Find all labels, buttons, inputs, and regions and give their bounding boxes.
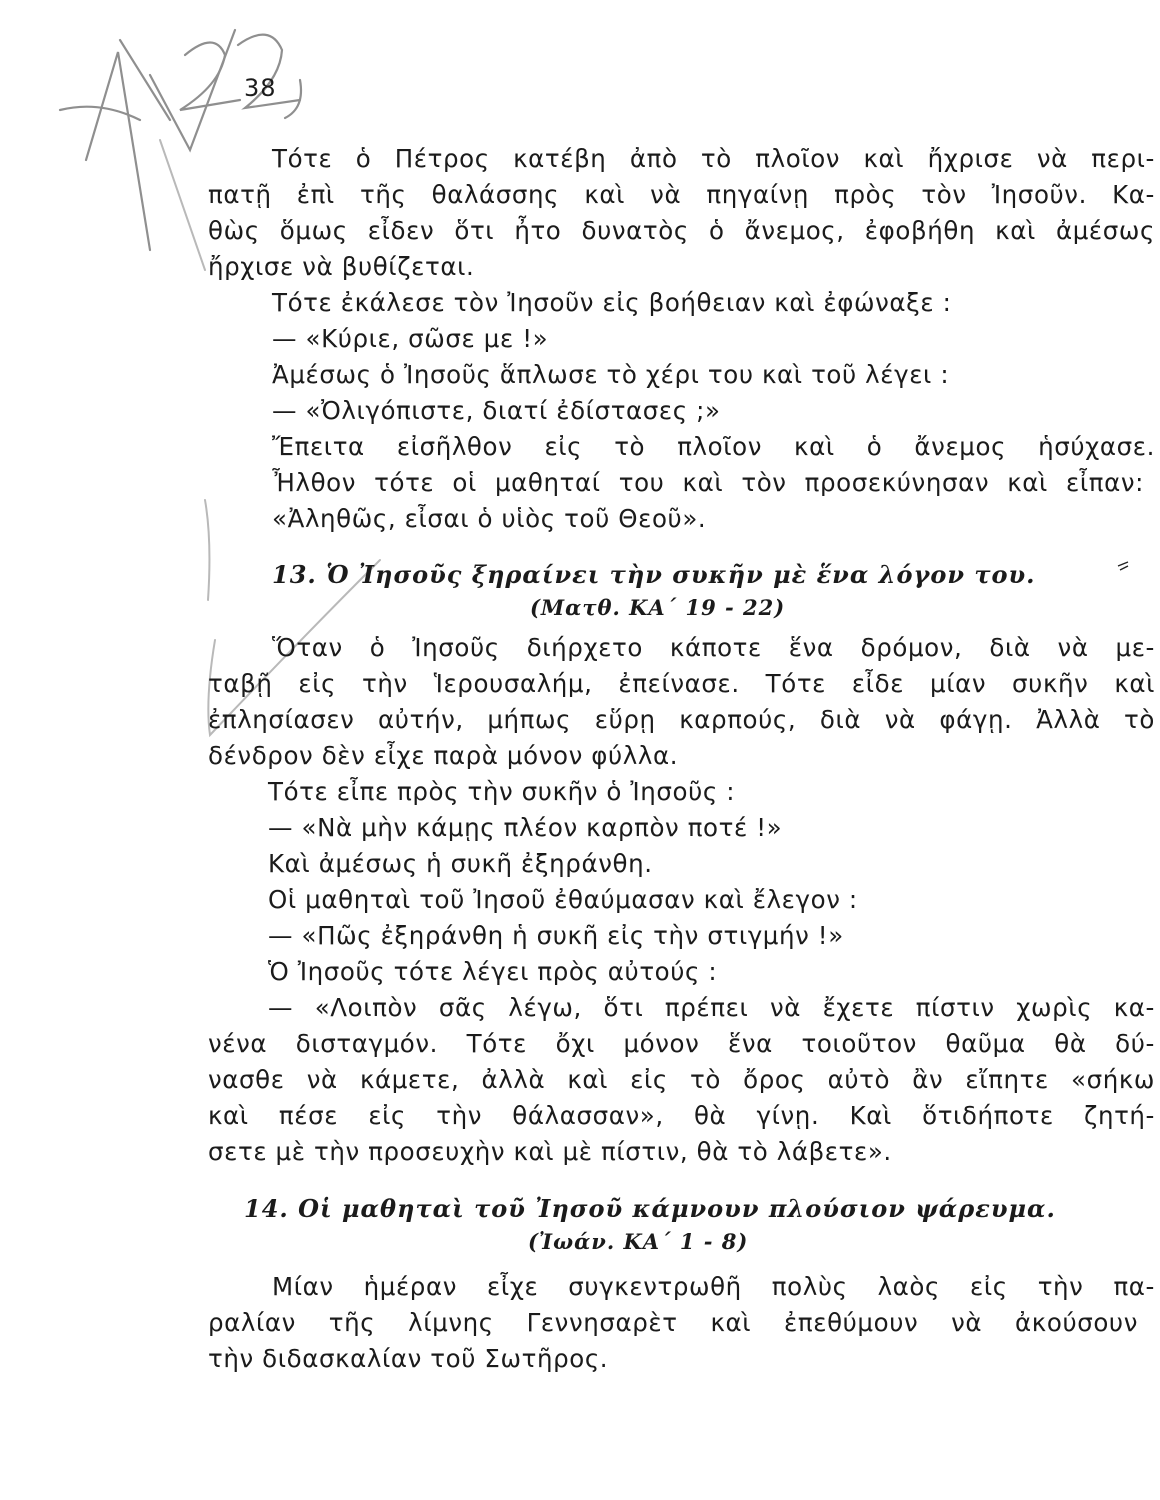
section-heading: 13. Ὁ Ἰησοῦς ξηραίνει τὴν συκῆν μὲ ἕνα λόγον του. (272, 560, 1036, 589)
pencil-stroke-5 (180, 43, 240, 111)
text-line: — «Νὰ μὴν κάμῃς πλέον καρπὸν ποτέ !» (268, 813, 783, 842)
text-line: νασθε νὰ κάμετε, ἀλλὰ καὶ εἰς τὸ ὄρος αὐτὸ ἂν εἴπητε «σήκω (208, 1065, 1155, 1094)
text-line: «Ἀληθῶς, εἶσαι ὁ υἱὸς τοῦ Θεοῦ». (272, 504, 707, 533)
text-line: — «Πῶς ἐξηράνθη ἡ συκῆ εἰς τὴν στιγμήν !» (268, 921, 844, 950)
text-line: Ἦλθον τότε οἱ μαθηταί του καὶ τὸν προσεκύνησαν καὶ εἶπαν: (272, 468, 1144, 497)
text-line: Τότε ἐκάλεσε τὸν Ἰησοῦν εἰς βοήθειαν καὶ ἐφώναξε : (272, 288, 952, 317)
text-line: — «Λοιπὸν σᾶς λέγω, ὅτι πρέπει νὰ ἔχετε πίστιν χωρὶς κα- (268, 993, 1155, 1022)
pencil-stroke-7 (285, 80, 301, 118)
text-line: Μίαν ἡμέραν εἶχε συγκεντρωθῆ πολὺς λαὸς εἰς τὴν πα- (272, 1272, 1155, 1301)
text-line: ραλίαν τῆς λίμνης Γεννησαρὲτ καὶ ἐπεθύμουν νὰ ἀκούσουν (208, 1308, 1138, 1337)
page-number: 38 (244, 74, 277, 102)
text-line: Οἱ μαθηταὶ τοῦ Ἰησοῦ ἐθαύμασαν καὶ ἔλεγον : (268, 885, 858, 914)
text-line: ἤρχισε νὰ βυθίζεται. (208, 252, 475, 281)
text-line: σετε μὲ τὴν προσευχὴν καὶ μὲ πίστιν, θὰ τὸ λάβετε». (208, 1137, 892, 1166)
text-line: Τότε ὁ Πέτρος κατέβη ἀπὸ τὸ πλοῖον καὶ ἤχρισε νὰ περι- (272, 144, 1155, 173)
text-line: ἐπλησίασεν αὐτήν, μήπως εὕρῃ καρπούς, διὰ νὰ φάγῃ. Ἀλλὰ τὸ (208, 705, 1155, 734)
section-reference: (Ἰωάν. ΚΑ΄ 1 - 8) (528, 1229, 749, 1254)
section-heading: 14. Οἱ μαθηταὶ τοῦ Ἰησοῦ κάμνουν πλούσιον ψάρευμα. (244, 1194, 1056, 1223)
pencil-stroke-1 (86, 52, 150, 250)
text-line: ταβῇ εἰς τὴν Ἱερουσαλήμ, ἐπείνασε. Τότε εἶδε μίαν συκῆν καὶ (208, 669, 1155, 698)
text-line: Ἀμέσως ὁ Ἰησοῦς ἅπλωσε τὸ χέρι του καὶ τοῦ λέγει : (272, 360, 950, 389)
ink-mark (1118, 562, 1128, 570)
text-line: θὼς ὅμως εἶδεν ὅτι ἦτο δυνατὸς ὁ ἄνεμος, ἐφοβήθη καὶ ἀμέσως (208, 216, 1155, 245)
text-line: Ὅταν ὁ Ἰησοῦς διήρχετο κάποτε ἕνα δρόμον, διὰ νὰ με- (272, 633, 1155, 662)
text-line: καὶ πέσε εἰς τὴν θάλασσαν», θὰ γίνῃ. Καὶ ὅτιδήποτε ζητή- (208, 1101, 1155, 1130)
section-reference: (Ματθ. ΚΑ΄ 19 - 22) (530, 595, 786, 620)
text-line: Ἔπειτα εἰσῆλθον εἰς τὸ πλοῖον καὶ ὁ ἄνεμος ἡσύχασε. (272, 432, 1155, 461)
text-line: τὴν διδασκαλίαν τοῦ Σωτῆρος. (208, 1344, 609, 1373)
text-line: — «Ὀλιγόπιστε, διατί ἐδίστασες ;» (272, 396, 721, 425)
text-line: νένα δισταγμόν. Τότε ὄχι μόνον ἕνα τοιοῦτον θαῦμα θὰ δύ- (208, 1029, 1155, 1058)
pencil-stroke-8 (205, 500, 209, 600)
text-line: Τότε εἶπε πρὸς τὴν συκῆν ὁ Ἰησοῦς : (268, 777, 736, 806)
pencil-stroke-9 (160, 140, 205, 270)
text-line: Ὁ Ἰησοῦς τότε λέγει πρὸς αὐτούς : (268, 957, 718, 986)
text-line: πατῇ ἐπὶ τῆς θαλάσσης καὶ νὰ πηγαίνῃ πρὸς τὸν Ἰησοῦν. Κα- (208, 180, 1155, 209)
text-line: δένδρον δὲν εἶχε παρὰ μόνον φύλλα. (208, 741, 679, 770)
text-line: — «Κύριε, σῶσε με !» (272, 324, 549, 353)
text-line: Καὶ ἀμέσως ἡ συκῆ ἐξηράνθη. (268, 849, 653, 878)
